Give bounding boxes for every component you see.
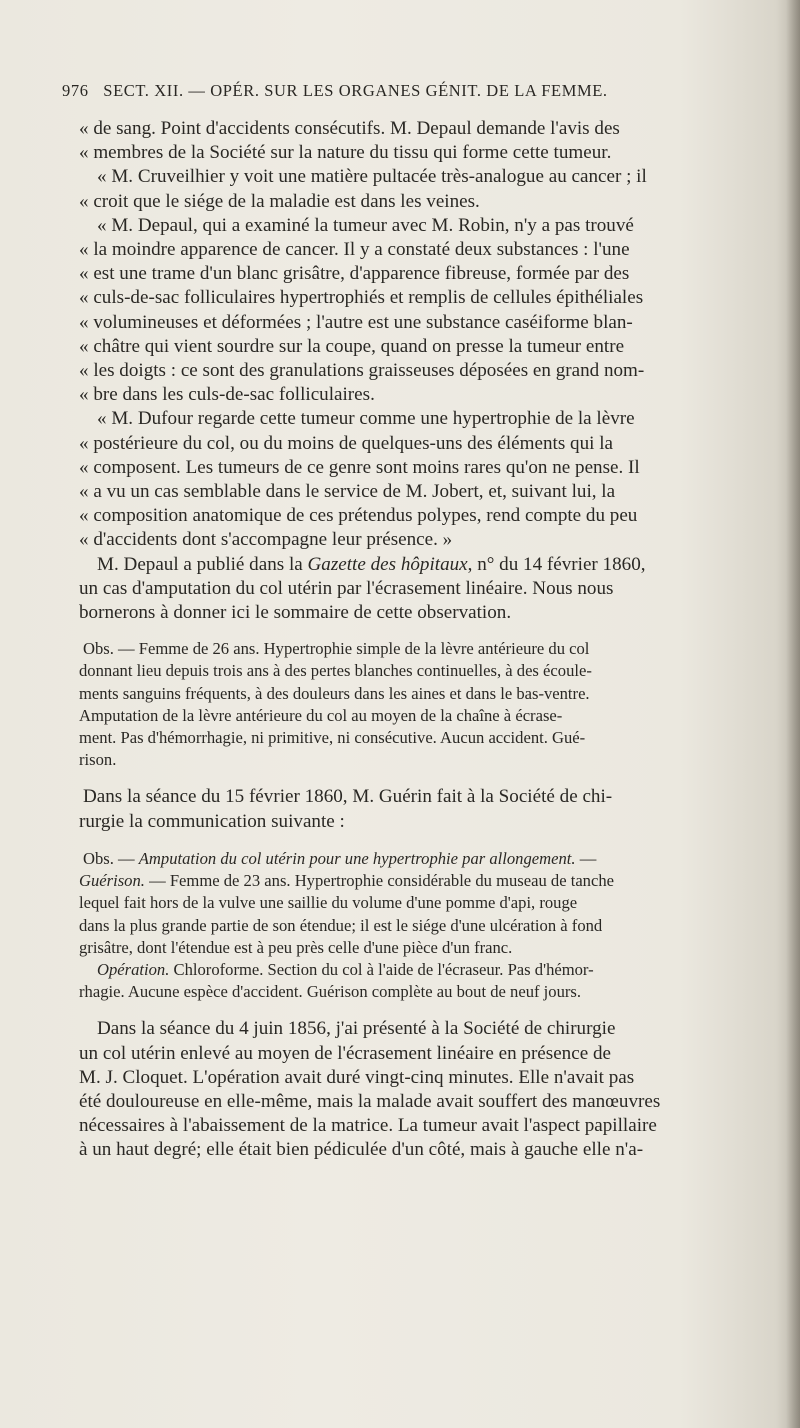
text-line: nécessaires à l'abaissement de la matrice. La tumeur avait l'aspect papillaire [79, 1115, 657, 1137]
observation-1 [79, 638, 768, 771]
quote-line: « croit que le siége de la maladie est dans les veines. [79, 190, 480, 212]
text-line [97, 553, 768, 577]
text-run: Chloroforme. Section du col à l'aide de l'écraseur. Pas d'hémor- [169, 959, 594, 979]
text-line: un col utérin enlevé au moyen de l'écrasement linéaire en présence de [79, 1042, 611, 1064]
quote-line: « postérieure du col, ou du moins de quelques-uns des éléments qui la [79, 432, 613, 454]
obs-line: rhagie. Aucune espèce d'accident. Guérison complète au bout de neuf jours. [79, 982, 582, 1002]
quote-line: « composent. Les tumeurs de ce genre sont moins rares qu'on ne pense. Il [79, 456, 640, 478]
obs-line: dans la plus grande partie de son étendue; il est le siége d'une ulcération à fond [79, 915, 603, 935]
text-line: bornerons à donner ici le sommaire de cette observation. [79, 602, 512, 624]
obs-label: Obs. — [83, 848, 139, 868]
quote-line: « M. Depaul, qui a examiné la tumeur avec M. Robin, n'y a pas trouvé [97, 214, 634, 236]
obs-line: grisâtre, dont l'étendue est à peu près celle d'une pièce d'un franc. [79, 937, 513, 957]
paragraph-depaul [79, 553, 768, 626]
text-run: — [575, 848, 597, 868]
text-line: rurgie la communication suivante : [79, 810, 345, 832]
obs-healing: Guérison. [79, 871, 145, 891]
obs-line: ments sanguins fréquents, à des douleurs dans les aines et dans le bas-ventre. [79, 683, 590, 703]
text-line: été douloureuse en elle-même, mais la malade avait souffert des manœuvres [79, 1090, 661, 1112]
quote-line: « les doigts : ce sont des granulations graisseuses déposées en grand nom- [79, 360, 645, 382]
page-edge-shadow [786, 0, 800, 1428]
quote-line: « châtre qui vient sourdre sur la coupe, quand on presse la tumeur entre [79, 335, 625, 357]
quote-line: « culs-de-sac folliculaires hypertrophiés et remplis de cellules épithéliales [79, 287, 644, 309]
quote-line: « M. Dufour regarde cette tumeur comme une hypertrophie de la lèvre [97, 408, 635, 430]
obs-line: ment. Pas d'hémorrhagie, ni primitive, ni consécutive. Aucun accident. Gué- [79, 728, 586, 748]
body-text [79, 117, 768, 1163]
obs-line: lequel fait hors de la vulve une saillie du volume d'une pomme d'api, rouge [79, 893, 578, 913]
obs-line: rison. [79, 750, 117, 770]
obs-operation-label: Opération. [97, 959, 170, 979]
paragraph-final [79, 1017, 768, 1162]
quote-line: « composition anatomique de ces prétendus polypes, rend compte du peu [79, 505, 638, 527]
quote-line: « d'accidents dont s'accompagne leur présence. » [79, 529, 453, 551]
journal-title: Gazette des hôpitaux [307, 553, 468, 575]
text-line: Dans la séance du 4 juin 1856, j'ai présenté à la Société de chirurgie [97, 1018, 616, 1040]
obs-title: Amputation du col utérin pour une hypertrophie par allongement. [138, 848, 576, 868]
obs-line: donnant lieu depuis trois ans à des pertes blanches continuelles, à des écoule- [79, 661, 592, 681]
obs-line [79, 870, 768, 892]
quote-line: « de sang. Point d'accidents consécutifs. M. Depaul demande l'avis des [79, 118, 620, 139]
text-line: Dans la séance du 15 février 1860, M. Guérin fait à la Société de chi- [83, 786, 613, 808]
running-header [62, 81, 762, 101]
text-run: M. Depaul a publié dans la [97, 553, 308, 575]
obs-line [97, 959, 768, 981]
text-line: un cas d'amputation du col utérin par l'écrasement linéaire. Nous nous [79, 577, 614, 599]
quote-line: « M. Cruveilhier y voit une matière pultacée très-analogue au cancer ; il [97, 166, 647, 188]
text-run: — Femme de 23 ans. Hypertrophie considérable du museau de tanche [144, 871, 615, 891]
quote-line: « volumineuses et déformées ; l'autre est une substance caséiforme blan- [79, 311, 633, 333]
running-title: SECT. XII. — OPÉR. SUR LES ORGANES GÉNIT. DE LA FEMME. [103, 81, 608, 100]
page-number: 976 [62, 81, 89, 100]
paragraph-guerin [79, 785, 768, 833]
quote-line: « la moindre apparence de cancer. Il y a constaté deux substances : l'une [79, 239, 630, 261]
text-line: M. J. Cloquet. L'opération avait duré vingt-cinq minutes. Elle n'avait pas [79, 1066, 635, 1088]
quoted-report [79, 117, 768, 553]
quote-line: « bre dans les culs-de-sac folliculaires. [79, 384, 375, 406]
obs-line: Obs. — Femme de 26 ans. Hypertrophie simple de la lèvre antérieure du col [83, 639, 590, 659]
quote-line: « a vu un cas semblable dans le service de M. Jobert, et, suivant lui, la [79, 481, 616, 503]
text-run: , n° du 14 février 1860, [467, 553, 646, 575]
obs-line [83, 848, 768, 870]
text-line: à un haut degré; elle était bien pédiculée d'un côté, mais à gauche elle n'a- [79, 1139, 644, 1161]
observation-2 [79, 848, 768, 1003]
quote-line: « membres de la Société sur la nature du tissu qui forme cette tumeur. [79, 142, 612, 164]
quote-line: « est une trame d'un blanc grisâtre, d'apparence fibreuse, formée par des [79, 263, 630, 285]
obs-line: Amputation de la lèvre antérieure du col au moyen de la chaîne à écrase- [79, 705, 563, 725]
